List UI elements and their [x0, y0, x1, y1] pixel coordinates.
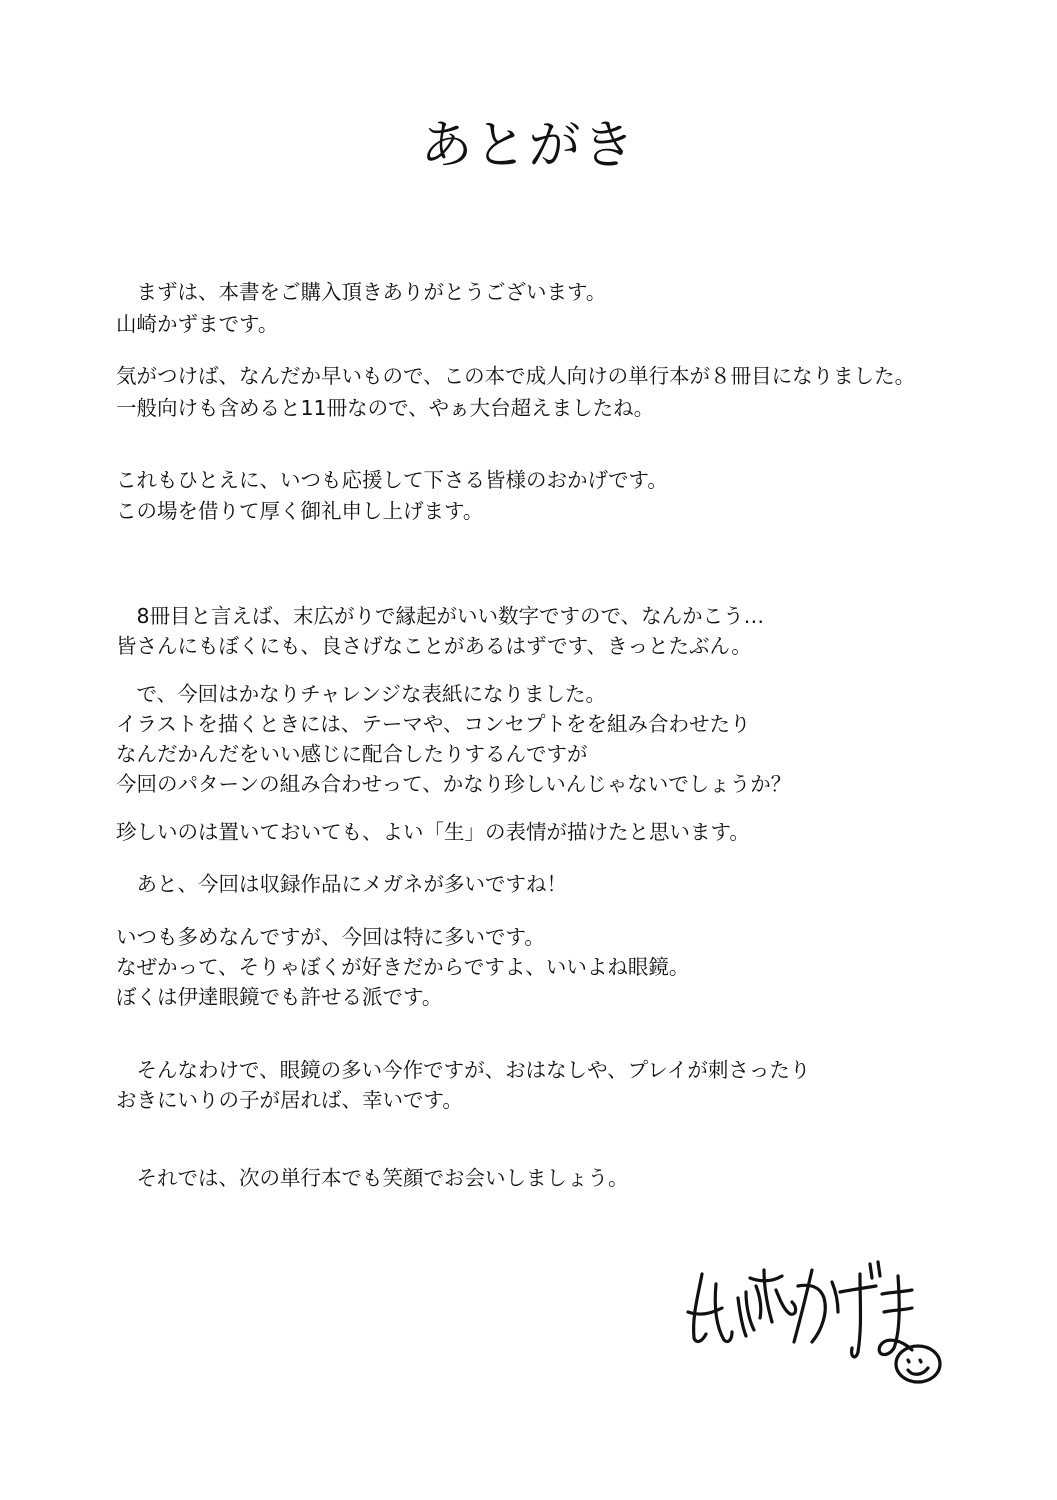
paragraph-8-line-1: いつも多めなんですが、今回は特に多いです。 [116, 925, 545, 949]
paragraph-2-line-2: 一般向けも含めると11冊なので、やぁ大台超えましたね。 [116, 396, 655, 420]
paragraph-8-line-3: ぼくは伊達眼鏡でも許せる派です。 [116, 985, 443, 1009]
paragraph-10-line-1: それでは、次の単行本でも笑顔でお会いしましょう。 [116, 1166, 629, 1190]
paragraph-9-line-1: そんなわけで、眼鏡の多い今作ですが、おはなしや、プレイが刺さったり [116, 1058, 811, 1082]
paragraph-7-line-1: あと、今回は収録作品にメガネが多いですね！ [116, 872, 567, 896]
paragraph-6-line-1: 珍しいのは置いておいても、よい「生」の表情が描けたと思います。 [116, 820, 750, 844]
paragraph-1-line-1: まずは、本書をご購入頂きありがとうございます。 [116, 280, 607, 304]
paragraph-5-line-2: イラストを描くときには、テーマや、コンセプトをを組み合わせたり [116, 712, 751, 736]
paragraph-4-line-1: 8冊目と言えば、末広がりで縁起がいい数字ですので、なんかこう… [116, 604, 765, 628]
paragraph-5-line-3: なんだかんだをいい感じに配合したりするんですが [116, 742, 588, 766]
paragraph-2-line-1: 気がつけば、なんだか早いもので、この本で成人向けの単行本が８冊目になりました。 [116, 364, 916, 388]
handwritten-signature [680, 1256, 950, 1396]
paragraph-5-line-1: で、今回はかなりチャレンジな表紙になりました。 [116, 682, 606, 706]
page-title: あとがき [420, 116, 637, 176]
paragraph-1-line-2: 山崎かずまです。 [116, 312, 279, 336]
paragraph-3-line-2: この場を借りて厚く御礼申し上げます。 [116, 499, 484, 523]
paragraph-9-line-2: おきにいりの子が居れば、幸いです。 [116, 1088, 463, 1112]
paragraph-8-line-2: なぜかって、そりゃぼくが好きだからですよ、いいよね眼鏡。 [116, 955, 690, 979]
paragraph-5-line-4: 今回のパターンの組み合わせって、かなり珍しいんじゃないでしょうか？ [116, 772, 792, 796]
paragraph-4-line-2: 皆さんにもぼくにも、良さげなことがあるはずです、きっとたぶん。 [116, 634, 752, 658]
paragraph-3-line-1: これもひとえに、いつも応援して下さる皆様のおかげです。 [116, 468, 668, 492]
